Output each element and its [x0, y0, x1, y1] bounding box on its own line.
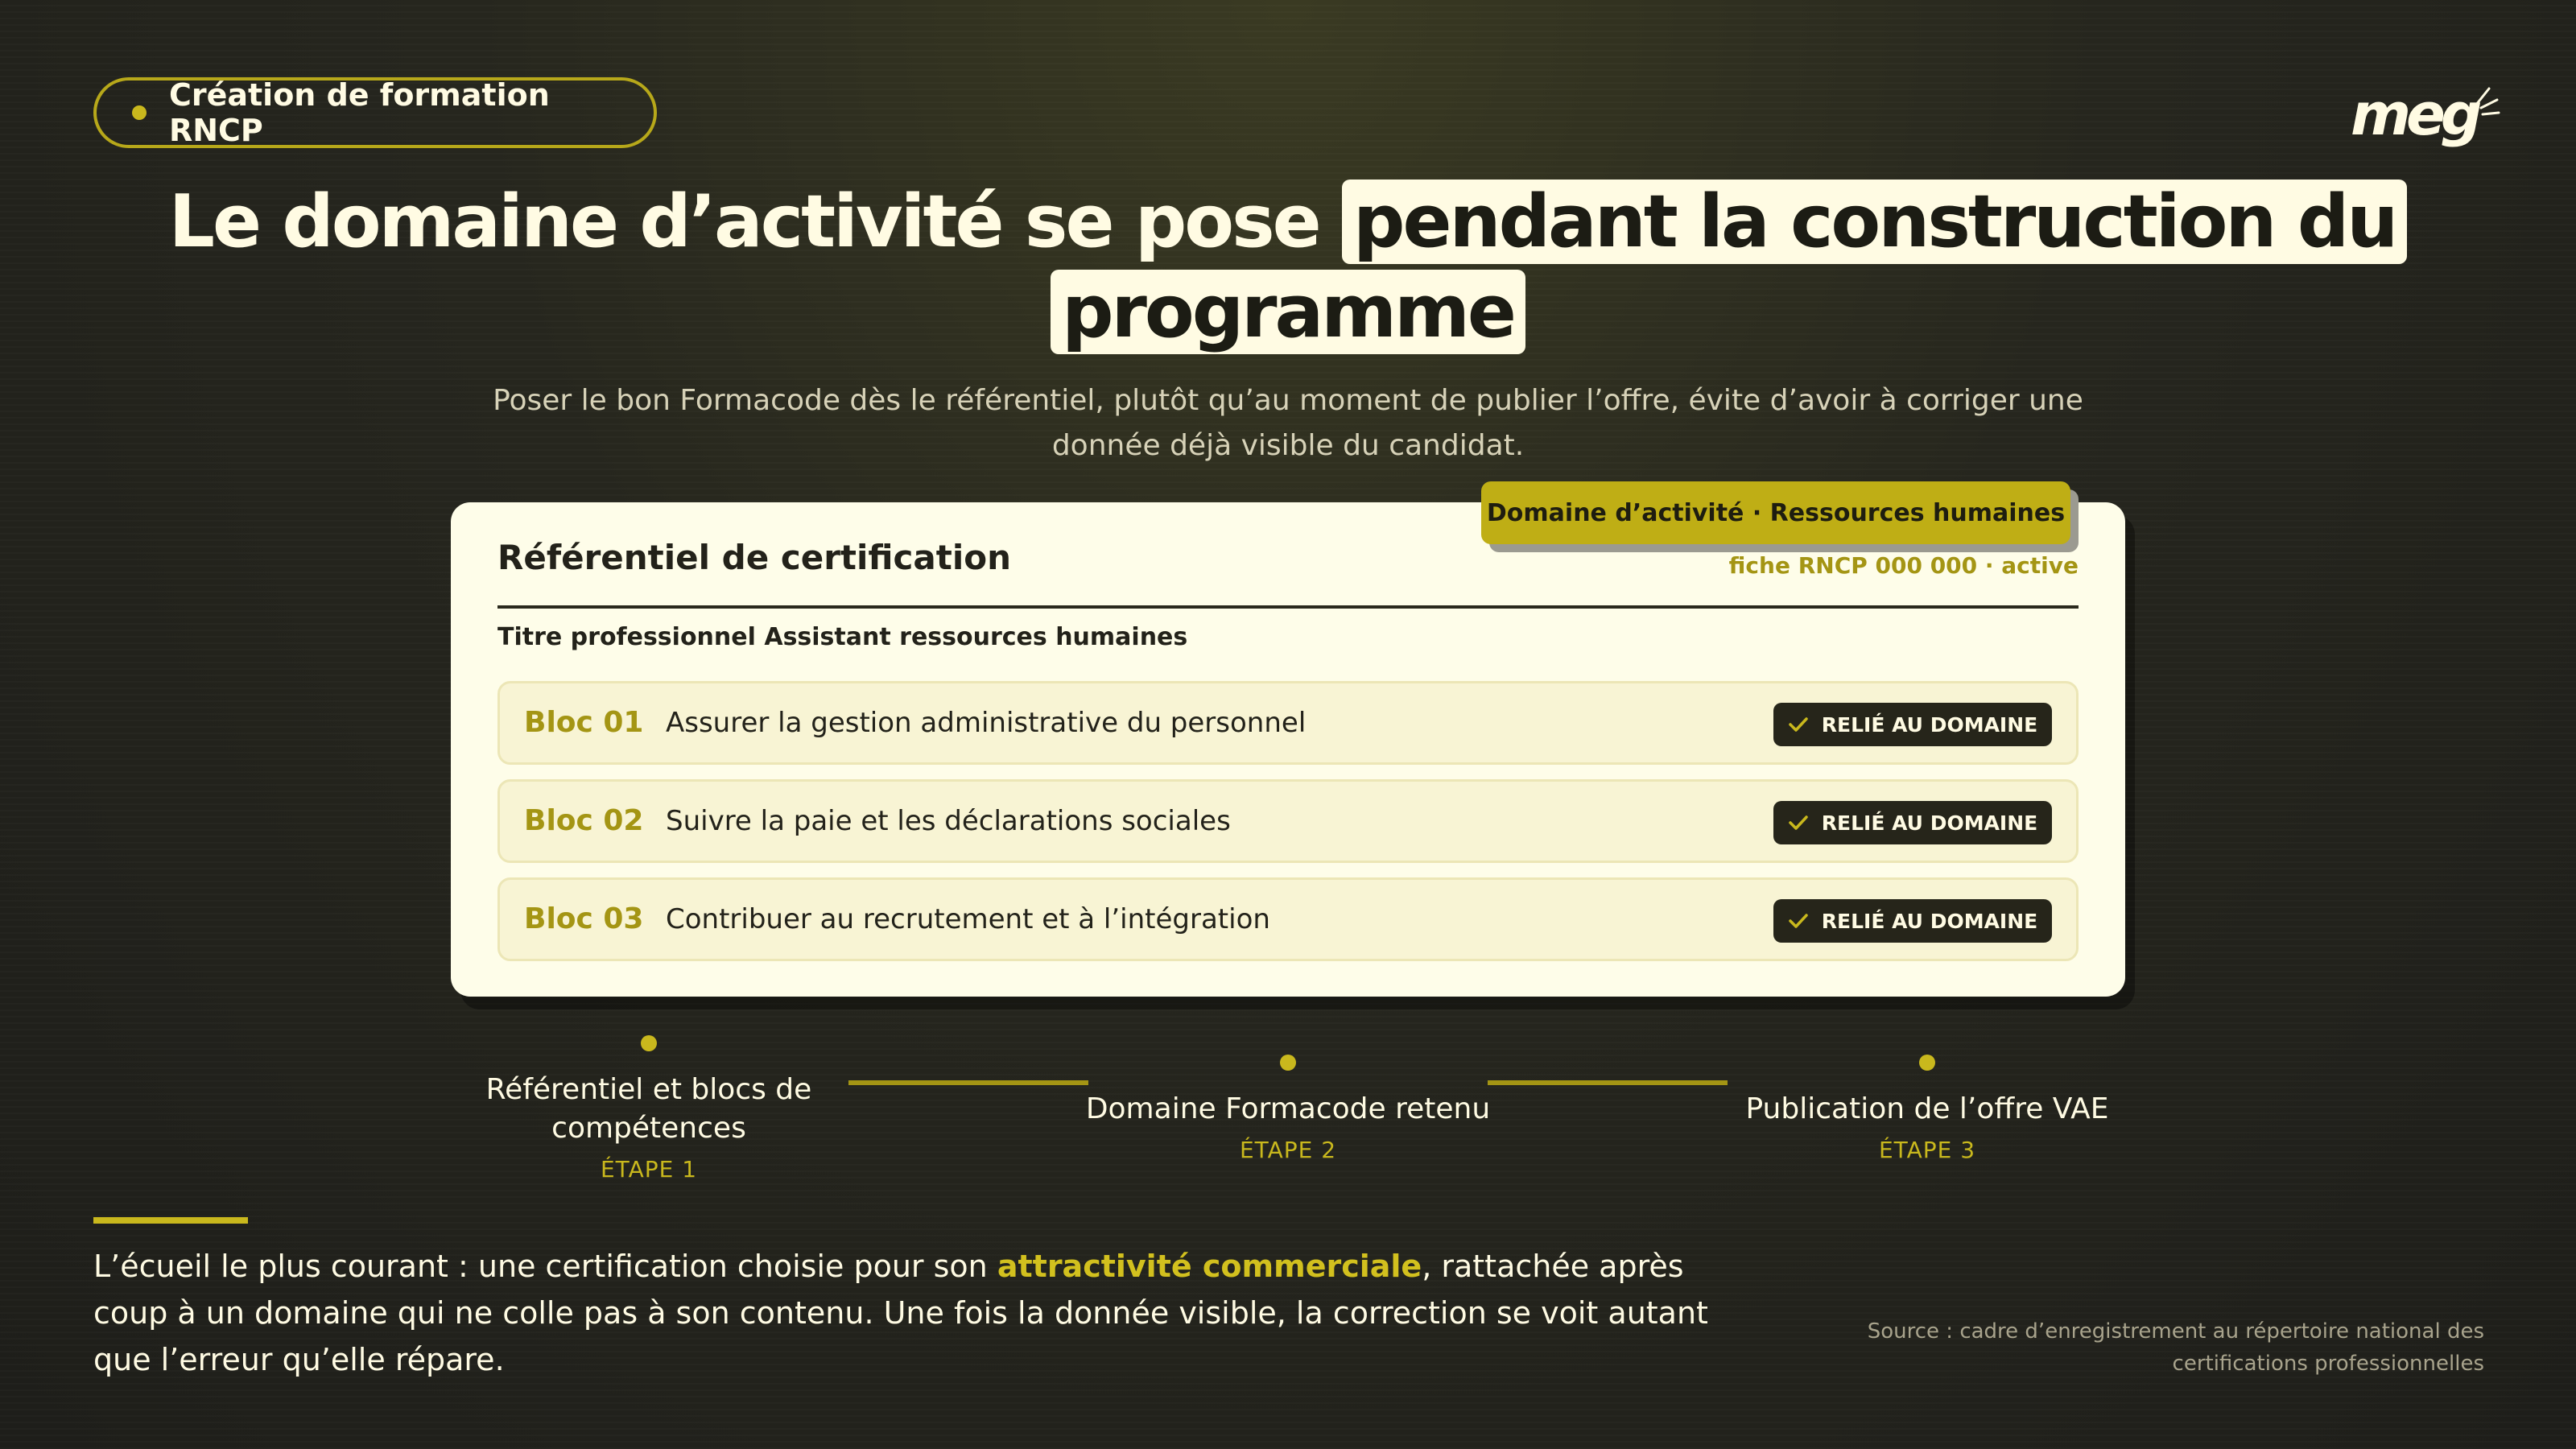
linked-badge — [1773, 899, 2052, 943]
note-emphasis: attractivité commerciale — [997, 1249, 1422, 1284]
section-pill-label: Création de formation RNCP — [168, 77, 550, 148]
check-icon — [1788, 814, 1809, 832]
check-icon — [1788, 716, 1809, 733]
timeline-step-1 — [440, 1035, 858, 1183]
card-title: Référentiel de certification — [497, 538, 1011, 577]
timeline-connector — [848, 1080, 1088, 1085]
note-text: L’écueil le plus courant : une certification choisie pour son — [93, 1249, 997, 1284]
title-part: Le domaine d’activité se pose — [168, 180, 1343, 264]
step-number: ÉTAPE 2 — [1239, 1137, 1337, 1163]
linked-badge — [1773, 703, 2052, 746]
badge-label: RELIÉ AU DOMAINE — [1821, 909, 2038, 933]
bloc-code: Bloc 02 — [524, 804, 644, 837]
bullet-dot — [132, 105, 147, 120]
source-note: Source : cadre d’enregistrement au répertoire national des certifications professionnelles — [1867, 1319, 2484, 1376]
meg-logo — [2351, 80, 2487, 153]
pitfall-note — [93, 1243, 1719, 1383]
accent-bar — [93, 1217, 248, 1224]
linked-badge — [1773, 801, 2052, 844]
fiche-status: fiche RNCP 000 000 · active — [1728, 552, 2079, 579]
bloc-row — [497, 681, 2079, 765]
bloc-row — [497, 877, 2079, 961]
bloc-code: Bloc 01 — [524, 706, 644, 739]
spark-icon — [2471, 85, 2500, 118]
logo-text: meg — [2351, 80, 2478, 148]
check-icon — [1788, 912, 1809, 930]
bloc-row — [497, 779, 2079, 863]
badge-label: RELIÉ AU DOMAINE — [1821, 811, 2038, 835]
step-name: Domaine Formacode retenu — [1085, 1092, 1491, 1125]
step-name: Publication de l’offre VAE — [1745, 1092, 2109, 1125]
title-highlight: pendant la construction du programme — [1051, 180, 2407, 354]
step-number: ÉTAPE 3 — [1878, 1137, 1976, 1163]
section-pill — [93, 77, 657, 148]
bloc-code: Bloc 03 — [524, 902, 644, 935]
timeline-dot — [1280, 1055, 1296, 1071]
timeline-step-3 — [1718, 1055, 2136, 1163]
timeline-dot — [641, 1035, 657, 1051]
note-text: , rattachée après coup à un domaine qui ne colle pas à son contenu. Une fois la donnée visible, la correction se voit autant que l’erreur qu’elle répare. — [93, 1249, 1708, 1377]
step-name: Référentiel et blocs de compétences — [485, 1073, 812, 1145]
domain-tag: Domaine d’activité · Ressources humaines — [1481, 481, 2070, 544]
timeline-connector — [1488, 1080, 1728, 1085]
bloc-label: Suivre la paie et les déclarations sociales — [666, 805, 1231, 837]
page-title — [80, 177, 2496, 357]
timeline-step-2 — [1079, 1055, 1497, 1163]
bloc-label: Contribuer au recrutement et à l’intégration — [666, 903, 1270, 935]
step-number: ÉTAPE 1 — [600, 1156, 698, 1183]
timeline-dot — [1919, 1055, 1935, 1071]
card-subtitle: Titre professionnel Assistant ressources humaines — [497, 623, 1188, 651]
divider — [497, 605, 2079, 609]
bloc-label: Assurer la gestion administrative du personnel — [666, 707, 1307, 739]
page-subtitle: Poser le bon Formacode dès le référentiel, plutôt qu’au moment de publier l’offre, évite d’avoir à corriger une donnée déjà visible du candidat. — [493, 384, 2083, 462]
badge-label: RELIÉ AU DOMAINE — [1821, 712, 2038, 737]
